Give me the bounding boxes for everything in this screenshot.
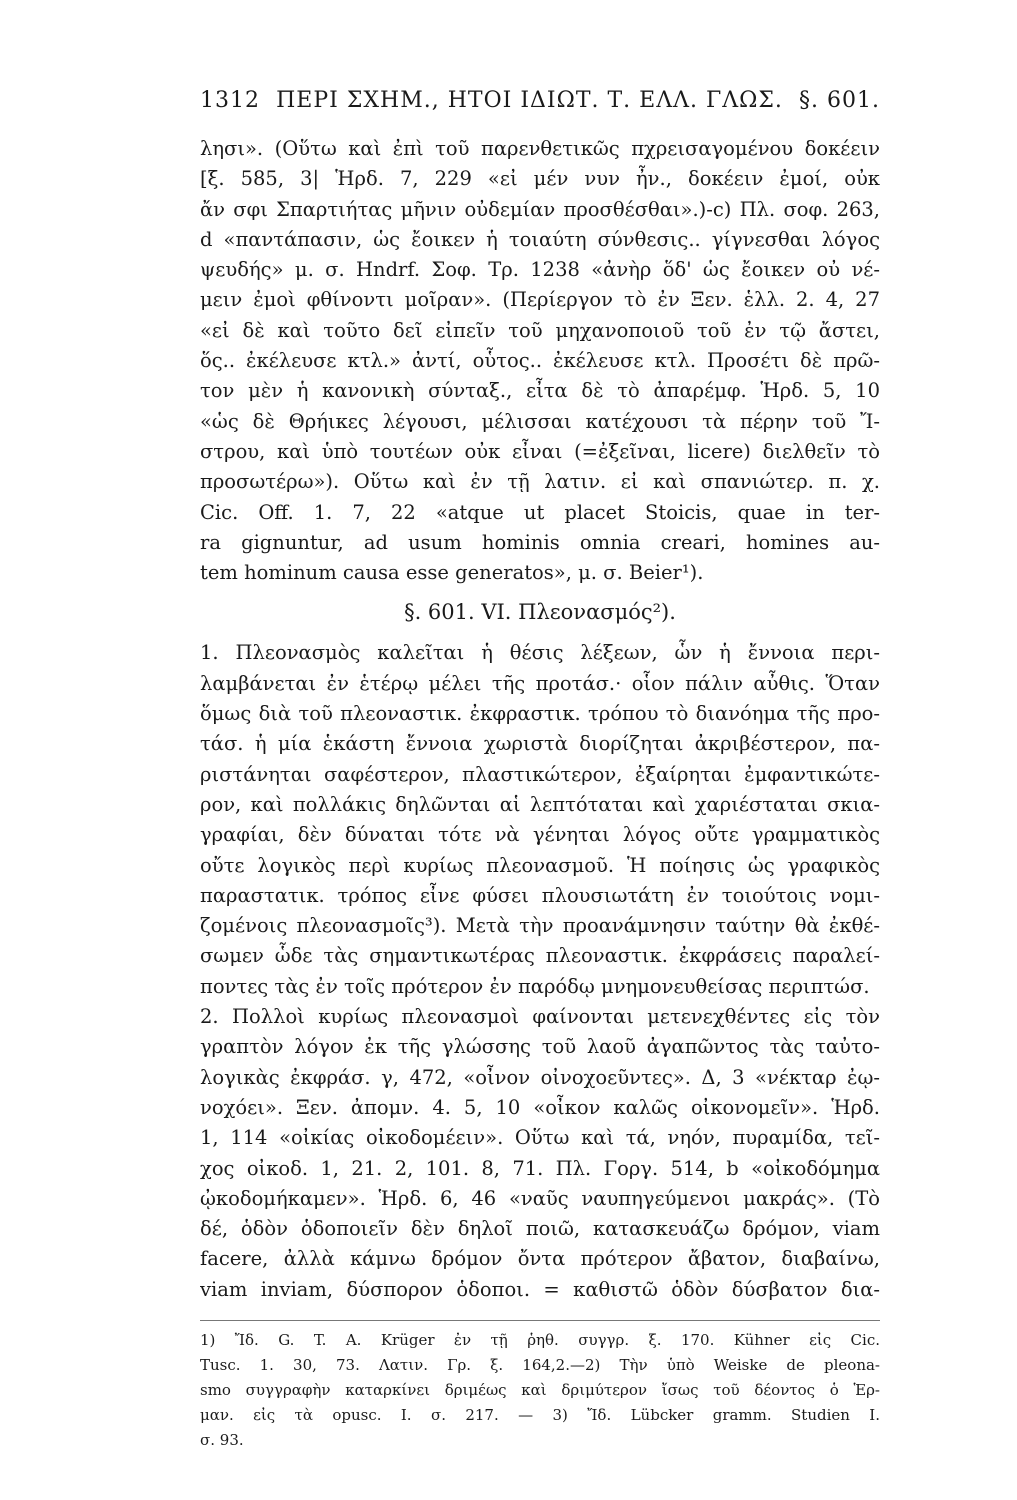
text-line: οὔτε λογικὸς περὶ κυρίως πλεονασμοῦ. Ἡ ποίησις ὡς γραφικὸς (200, 853, 880, 877)
text-line: δέ, ὁδὸν ὁδοποιεῖν δὲν δηλοῖ ποιῶ, κατασκευάζω δρόμον, viam (200, 1217, 880, 1241)
text-line: λαμβάνεται ἐν ἑτέρῳ μέλει τῆς προτάσ.· οἷον πάλιν αὖθις. Ὅταν (200, 671, 880, 695)
running-head (200, 88, 880, 113)
text-line: d «παντάπασιν, ὡς ἔοικεν ἡ τοιαύτη σύνθεσις.. γίγνεσθαι λόγος (200, 227, 880, 251)
text-line: τάσ. ἡ μία ἑκάστη ἔννοια χωριστὰ διορίζηται ἀκριβέστερον, πα- (200, 732, 880, 756)
text-line: facere, ἀλλὰ κάμνω δρόμον ὄντα πρότερον ἄβατον, διαβαίνω, (200, 1247, 880, 1271)
text-line: λησι». (Οὕτω καὶ ἐπὶ τοῦ παρενθετικῶς πχρεισαγομένου δοκέειν (200, 137, 880, 160)
footnote-line: σ. 93. (200, 1431, 244, 1449)
text-line: νοχόει». Ξεν. ἀπομν. 4. 5, 10 «οἶκον καλῶς οἰκονομεῖν». Ἡρδ. (200, 1095, 880, 1119)
footnotes (200, 1328, 880, 1453)
footnote-line: Tusc. 1. 30, 73. Λατιν. Γρ. ξ. 164,2.—2) Τὴν ὑπὸ Weiske de pleona- (200, 1356, 880, 1374)
footnote-line: smo συγγραφὴν καταρκίνει δριμέως καὶ δριμύτερον ἴσως τοῦ δέοντος ὁ Ἑρ- (200, 1381, 880, 1399)
text-line: ὅς.. ἐκέλευσε κτλ.» ἀντί, οὗτος.. ἐκέλευσε κτλ. Προσέτι δὲ πρῶ- (200, 349, 880, 373)
text-line: γραπτὸν λόγον ἐκ τῆς γλώσσης τοῦ λαοῦ ἀγαπῶντος τὰς ταὐτο- (200, 1035, 880, 1059)
text-line: ρον, καὶ πολλάκις δηλῶνται αἱ λεπτόταται καὶ χαριέσταται σκια- (200, 792, 880, 816)
text-line: «εἰ δὲ καὶ τοῦτο δεῖ εἰπεῖν τοῦ μηχανοποιοῦ τοῦ ἐν τῷ ἄστει, (200, 318, 880, 342)
page-number: 1312 (200, 88, 260, 113)
text-line: ζομένοις πλεονασμοῖς³). Μετὰ τὴν προανάμνησιν ταύτην θὰ ἐκθέ- (200, 914, 880, 938)
text-line: χος οἰκοδ. 1, 21. 2, 101. 8, 71. Πλ. Γοργ. 514, b «οἰκοδόμημα (200, 1156, 880, 1180)
text-line: παραστατικ. τρόπος εἶνε φύσει πλουσιωτάτη ἐν τοιούτοις νομι- (200, 883, 880, 907)
text-line: «ὡς δὲ Θρήικες λέγουσι, μέλισσαι κατέχουσι τὰ πέρην τοῦ Ἴ- (200, 409, 880, 433)
text-line: ποντες τὰς ἐν τοῖς πρότερον ἐν παρόδῳ μνημονευθείσας περιπτώσ. (200, 974, 870, 998)
text-line: [ξ. 585, 3| Ἡρδ. 7, 229 «εἰ μέν νυν ἦν., δοκέειν ἐμοί, οὐκ (200, 167, 880, 191)
text-line: viam inviam, δύσπορον ὁδοποι. = καθιστῶ ὁδὸν δύσβατον δια- (200, 1277, 880, 1301)
footnote-line: 1) Ἴδ. G. T. A. Krüger ἐν τῇ ῥηθ. συγγρ. ξ. 170. Kühner εἰς Cic. (200, 1331, 880, 1349)
text-line: ψευδής» μ. σ. Hndrf. Σοφ. Τρ. 1238 «ἀνὴρ ὅδ' ὡς ἔοικεν οὐ νέ- (200, 258, 880, 282)
text-line: στρου, καὶ ὑπὸ τουτέων οὐκ εἶναι (=ἐξεῖναι, licere) διελθεῖν τὸ (200, 439, 880, 463)
footnote-divider (200, 1320, 880, 1321)
text-line: ᾠκοδομήκαμεν». Ἡρδ. 6, 46 «ναῦς ναυπηγεύμενοι μακράς». (Τὸ (200, 1186, 880, 1210)
text-line: τον μὲν ἡ κανονικὴ σύνταξ., εἶτα δὲ τὸ ἀπαρέμφ. Ἡρδ. 5, 10 (200, 379, 880, 403)
text-line: Cic. Off. 1. 7, 22 «atque ut placet Stoicis, quae in ter- (200, 500, 880, 524)
text-line: 1, 114 «οἰκίας οἰκοδομέειν». Οὕτω καὶ τά, νηόν, πυραμίδα, τεῖ- (200, 1126, 880, 1150)
text-line: σωμεν ὧδε τὰς σημαντικωτέρας πλεοναστικ. ἐκφράσεις παραλεί- (200, 944, 880, 968)
text-line: 2. Πολλοὶ κυρίως πλεονασμοὶ φαίνονται μετενεχθέντες εἰς τὸν (200, 1005, 880, 1029)
text-line: προσωτέρω»). Οὕτω καὶ ἐν τῇ λατιν. εἰ καὶ σπανιώτερ. π. χ. (200, 470, 880, 494)
section-heading: §. 601. VI. Πλεονασμός²). (404, 600, 676, 625)
text-line: μειν ἐμοὶ φθίνοντι μοῖραν». (Περίεργον τὸ ἐν Ξεν. ἑλλ. 2. 4, 27 (200, 288, 880, 312)
paragraph-2 (200, 638, 880, 1002)
text-line: ὅμως διὰ τοῦ πλεοναστικ. ἐκφραστικ. τρόπου τὸ διανόημα τῆς προ- (200, 702, 880, 726)
running-section: §. 601. (799, 88, 880, 113)
paragraph-3 (200, 1002, 880, 1305)
text-line: 1. Πλεονασμὸς καλεῖται ἡ θέσις λέξεων, ὧν ἡ ἔννοια περι- (200, 641, 880, 665)
text-line: ριστάνηται σαφέστερον, πλαστικώτερον, ἐξαίρηται ἐμφαντικώτε- (200, 762, 880, 786)
text-line: ἄν σφι Σπαρτιήτας μῆνιν οὐδεμίαν προσθέσθαι».)-c) Πλ. σοφ. 263, (200, 197, 880, 221)
footnote-line: μαν. εἰς τὰ opusc. I. σ. 217. — 3) Ἴδ. Lübcker gramm. Studien I. (200, 1406, 880, 1424)
running-title: ΠΕΡΙ ΣΧΗΜ., ΗΤΟΙ ΙΔΙΩΤ. Τ. ΕΛΛ. ΓΛΩΣ. (276, 88, 783, 113)
paragraph-1 (200, 134, 880, 588)
body-text (200, 134, 880, 1305)
text-line: ra gignuntur, ad usum hominis omnia creari, homines au- (200, 530, 880, 554)
text-line: λογικὰς ἐκφράσ. γ, 472, «οἶνον οἰνοχοεῦντες». Δ, 3 «νέκταρ ἐῳ- (200, 1065, 880, 1089)
text-line: tem hominum causa esse generatos», μ. σ. Beier¹). (200, 561, 704, 585)
text-line: γραφίαι, δὲν δύναται τότε νὰ γένηται λόγος οὔτε γραμματικὸς (200, 823, 880, 847)
